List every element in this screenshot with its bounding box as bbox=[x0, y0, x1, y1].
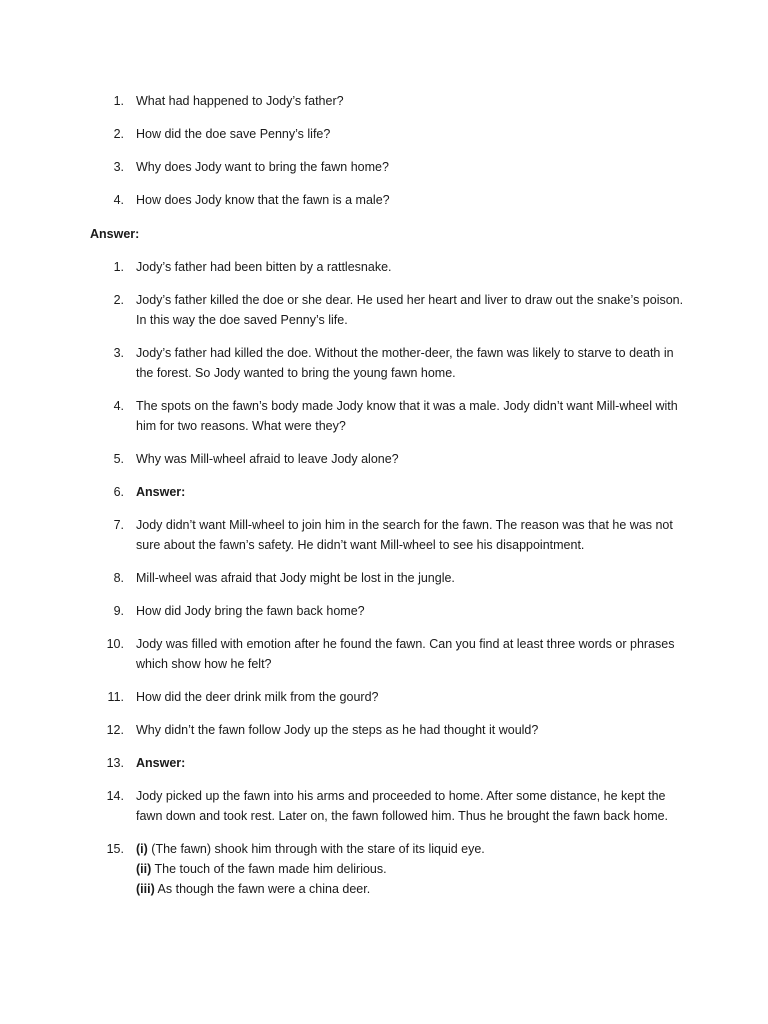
sub-answer-text: The touch of the fawn made him delirious. bbox=[151, 862, 387, 876]
sub-answer bbox=[136, 879, 690, 899]
list-text: Jody’s father killed the doe or she dear. He used her heart and liver to draw out the snake’s poison. In this way the doe saved Penny’s life. bbox=[136, 293, 684, 327]
list-item bbox=[90, 568, 690, 588]
list-item bbox=[90, 157, 690, 177]
list-number: 6. bbox=[113, 485, 124, 499]
list-text: Jody picked up the fawn into his arms and proceeded to home. After some distance, he kept the fawn down and took rest. Later on, the fawn followed him. Thus he brought the fawn back home. bbox=[136, 789, 669, 823]
list-text: Jody was filled with emotion after he found the fawn. Can you find at least three words or phrases which show how he felt? bbox=[136, 637, 675, 671]
question-list bbox=[90, 91, 690, 223]
sub-answer-text: As though the fawn were a china deer. bbox=[154, 882, 371, 896]
list-text: The spots on the fawn’s body made Jody know that it was a male. Jody didn’t want Mill-wheel with him for two reasons. What were they? bbox=[136, 399, 678, 433]
list-text: How did the deer drink milk from the gourd? bbox=[136, 690, 379, 704]
list-number: 9. bbox=[113, 604, 124, 618]
list-number: 4. bbox=[113, 399, 124, 413]
list-text: How does Jody know that the fawn is a male? bbox=[136, 193, 390, 207]
list-item bbox=[90, 124, 690, 144]
list-item bbox=[90, 257, 690, 277]
sub-answer bbox=[136, 839, 690, 859]
list-text: How did the doe save Penny’s life? bbox=[136, 127, 331, 141]
list-item bbox=[90, 753, 690, 773]
list-number: 13. bbox=[106, 756, 124, 770]
answer-label: Answer: bbox=[136, 756, 186, 770]
sub-answer-text: (The fawn) shook him through with the stare of its liquid eye. bbox=[147, 842, 485, 856]
sub-answer-marker: (i) bbox=[136, 842, 148, 856]
answer-label: Answer: bbox=[136, 485, 186, 499]
list-item bbox=[90, 343, 690, 383]
list-text: How did Jody bring the fawn back home? bbox=[136, 604, 365, 618]
list-text: Jody didn’t want Mill-wheel to join him in the search for the fawn. The reason was that he was not sure about the fawn’s safety. He didn’t want Mill-wheel to see his disappointment. bbox=[136, 518, 673, 552]
list-item bbox=[90, 839, 690, 899]
list-number: 14. bbox=[106, 789, 124, 803]
list-text: Jody’s father had killed the doe. Without the mother-deer, the fawn was likely to starve to death in the forest. So Jody wanted to bring the young fawn home. bbox=[136, 346, 674, 380]
list-item bbox=[90, 449, 690, 469]
list-number: 5. bbox=[113, 452, 124, 466]
list-item bbox=[90, 601, 690, 621]
list-number: 15. bbox=[106, 842, 124, 856]
answer-heading: Answer: bbox=[90, 227, 140, 241]
list-number: 3. bbox=[113, 160, 124, 174]
list-number: 12. bbox=[106, 723, 124, 737]
list-item bbox=[90, 786, 690, 826]
list-number: 1. bbox=[113, 260, 124, 274]
list-item bbox=[90, 396, 690, 436]
list-number: 3. bbox=[113, 346, 124, 360]
list-number: 10. bbox=[106, 637, 124, 651]
list-text: Mill-wheel was afraid that Jody might be lost in the jungle. bbox=[136, 571, 455, 585]
list-number: 8. bbox=[113, 571, 124, 585]
answer-list bbox=[90, 257, 690, 912]
list-text: Jody’s father had been bitten by a rattlesnake. bbox=[136, 260, 392, 274]
list-text: What had happened to Jody’s father? bbox=[136, 94, 344, 108]
sub-answer-marker: (ii) bbox=[136, 862, 152, 876]
list-item bbox=[90, 634, 690, 674]
list-number: 2. bbox=[113, 127, 124, 141]
list-item bbox=[90, 290, 690, 330]
list-text: Why was Mill-wheel afraid to leave Jody alone? bbox=[136, 452, 399, 466]
list-number: 7. bbox=[113, 518, 124, 532]
sub-answer-block bbox=[136, 839, 690, 899]
list-number: 2. bbox=[113, 293, 124, 307]
list-item bbox=[90, 515, 690, 555]
list-number: 1. bbox=[113, 94, 124, 108]
list-text: Why does Jody want to bring the fawn home? bbox=[136, 160, 389, 174]
list-item bbox=[90, 482, 690, 502]
sub-answer bbox=[136, 859, 690, 879]
list-item bbox=[90, 720, 690, 740]
list-text: Why didn’t the fawn follow Jody up the steps as he had thought it would? bbox=[136, 723, 539, 737]
list-number: 11. bbox=[107, 690, 124, 704]
list-item bbox=[90, 91, 690, 111]
list-number: 4. bbox=[113, 193, 124, 207]
list-item bbox=[90, 687, 690, 707]
list-item bbox=[90, 190, 690, 210]
sub-answer-marker: (iii) bbox=[136, 882, 155, 896]
